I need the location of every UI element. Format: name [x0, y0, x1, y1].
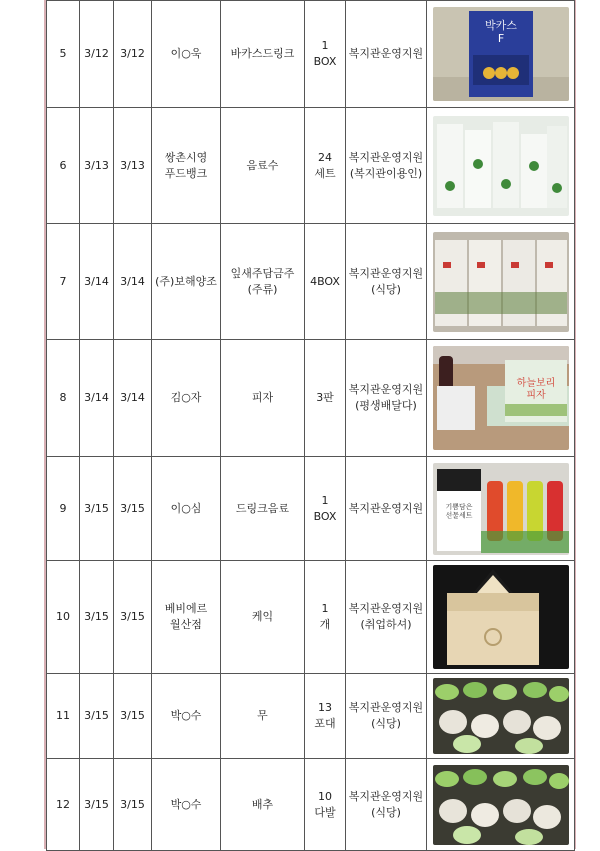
received-date: 3/14 — [80, 340, 114, 457]
usage: 복지관운영지원 — [346, 457, 427, 561]
item-name: 바카스드링크 — [221, 1, 305, 108]
row-number: 6 — [47, 108, 80, 224]
distributed-date: 3/15 — [114, 759, 152, 851]
donation-table — [46, 0, 575, 851]
received-date: 3/15 — [80, 561, 114, 674]
distributed-date: 3/15 — [114, 561, 152, 674]
quantity: 1 개 — [305, 561, 346, 674]
distributed-date: 3/12 — [114, 1, 152, 108]
quantity: 13 포대 — [305, 674, 346, 759]
received-date: 3/15 — [80, 457, 114, 561]
usage: 복지관운영지원 (평생배달다) — [346, 340, 427, 457]
table-row — [47, 674, 575, 759]
donor-name: (주)보해양조 — [152, 224, 221, 340]
item-name: 피자 — [221, 340, 305, 457]
row-number: 11 — [47, 674, 80, 759]
usage: 복지관운영지원 (식당) — [346, 224, 427, 340]
donor-name: 박○수 — [152, 674, 221, 759]
row-number: 12 — [47, 759, 80, 851]
liquor-boxes-photo — [433, 232, 569, 332]
quantity: 24 세트 — [305, 108, 346, 224]
item-name: 음료수 — [221, 108, 305, 224]
donor-name: 김○자 — [152, 340, 221, 457]
donor-name: 베비에르 월산점 — [152, 561, 221, 674]
table-row — [47, 759, 575, 851]
distributed-date: 3/13 — [114, 108, 152, 224]
item-name: 드링크음료 — [221, 457, 305, 561]
item-name: 잎새주담금주 (주류) — [221, 224, 305, 340]
quantity: 4BOX — [305, 224, 346, 340]
drink-gift-set-photo — [433, 463, 569, 555]
quantity: 1 BOX — [305, 457, 346, 561]
cake-box-photo — [433, 565, 569, 669]
photo-label: 박카스 F — [484, 19, 517, 46]
donor-name: 박○수 — [152, 759, 221, 851]
item-name: 배추 — [221, 759, 305, 851]
photo-label: 하늘보리 피자 — [516, 378, 555, 401]
table-row — [47, 340, 575, 457]
row-number: 10 — [47, 561, 80, 674]
row-number: 9 — [47, 457, 80, 561]
usage: 복지관운영지원 (취업하셔) — [346, 561, 427, 674]
item-name: 케익 — [221, 561, 305, 674]
received-date: 3/15 — [80, 674, 114, 759]
donor-name: 이○심 — [152, 457, 221, 561]
donor-name: 이○욱 — [152, 1, 221, 108]
received-date: 3/15 — [80, 759, 114, 851]
drink-bottles-photo — [433, 116, 569, 216]
row-number: 5 — [47, 1, 80, 108]
table-row — [47, 224, 575, 340]
received-date: 3/12 — [80, 1, 114, 108]
usage: 복지관운영지원 (복지관이용인) — [346, 108, 427, 224]
distributed-date: 3/14 — [114, 340, 152, 457]
usage: 복지관운영지원 — [346, 1, 427, 108]
item-name: 무 — [221, 674, 305, 759]
cabbage-bundles-photo — [433, 765, 569, 845]
row-number: 8 — [47, 340, 80, 457]
pizza-boxes-photo — [433, 346, 569, 450]
quantity: 1 BOX — [305, 1, 346, 108]
distributed-date: 3/14 — [114, 224, 152, 340]
bacchus-box-photo — [433, 7, 569, 101]
donor-name: 쌍촌시영 푸드뱅크 — [152, 108, 221, 224]
radish-sacks-photo — [433, 678, 569, 754]
photo-label: 기쁨담은 선물세트 — [444, 502, 473, 519]
table-row — [47, 1, 575, 108]
table-row — [47, 108, 575, 224]
received-date: 3/13 — [80, 108, 114, 224]
usage: 복지관운영지원 (식당) — [346, 759, 427, 851]
table-row — [47, 561, 575, 674]
row-number: 7 — [47, 224, 80, 340]
quantity: 10 다발 — [305, 759, 346, 851]
quantity: 3판 — [305, 340, 346, 457]
distributed-date: 3/15 — [114, 457, 152, 561]
table-row — [47, 457, 575, 561]
received-date: 3/14 — [80, 224, 114, 340]
distributed-date: 3/15 — [114, 674, 152, 759]
usage: 복지관운영지원 (식당) — [346, 674, 427, 759]
